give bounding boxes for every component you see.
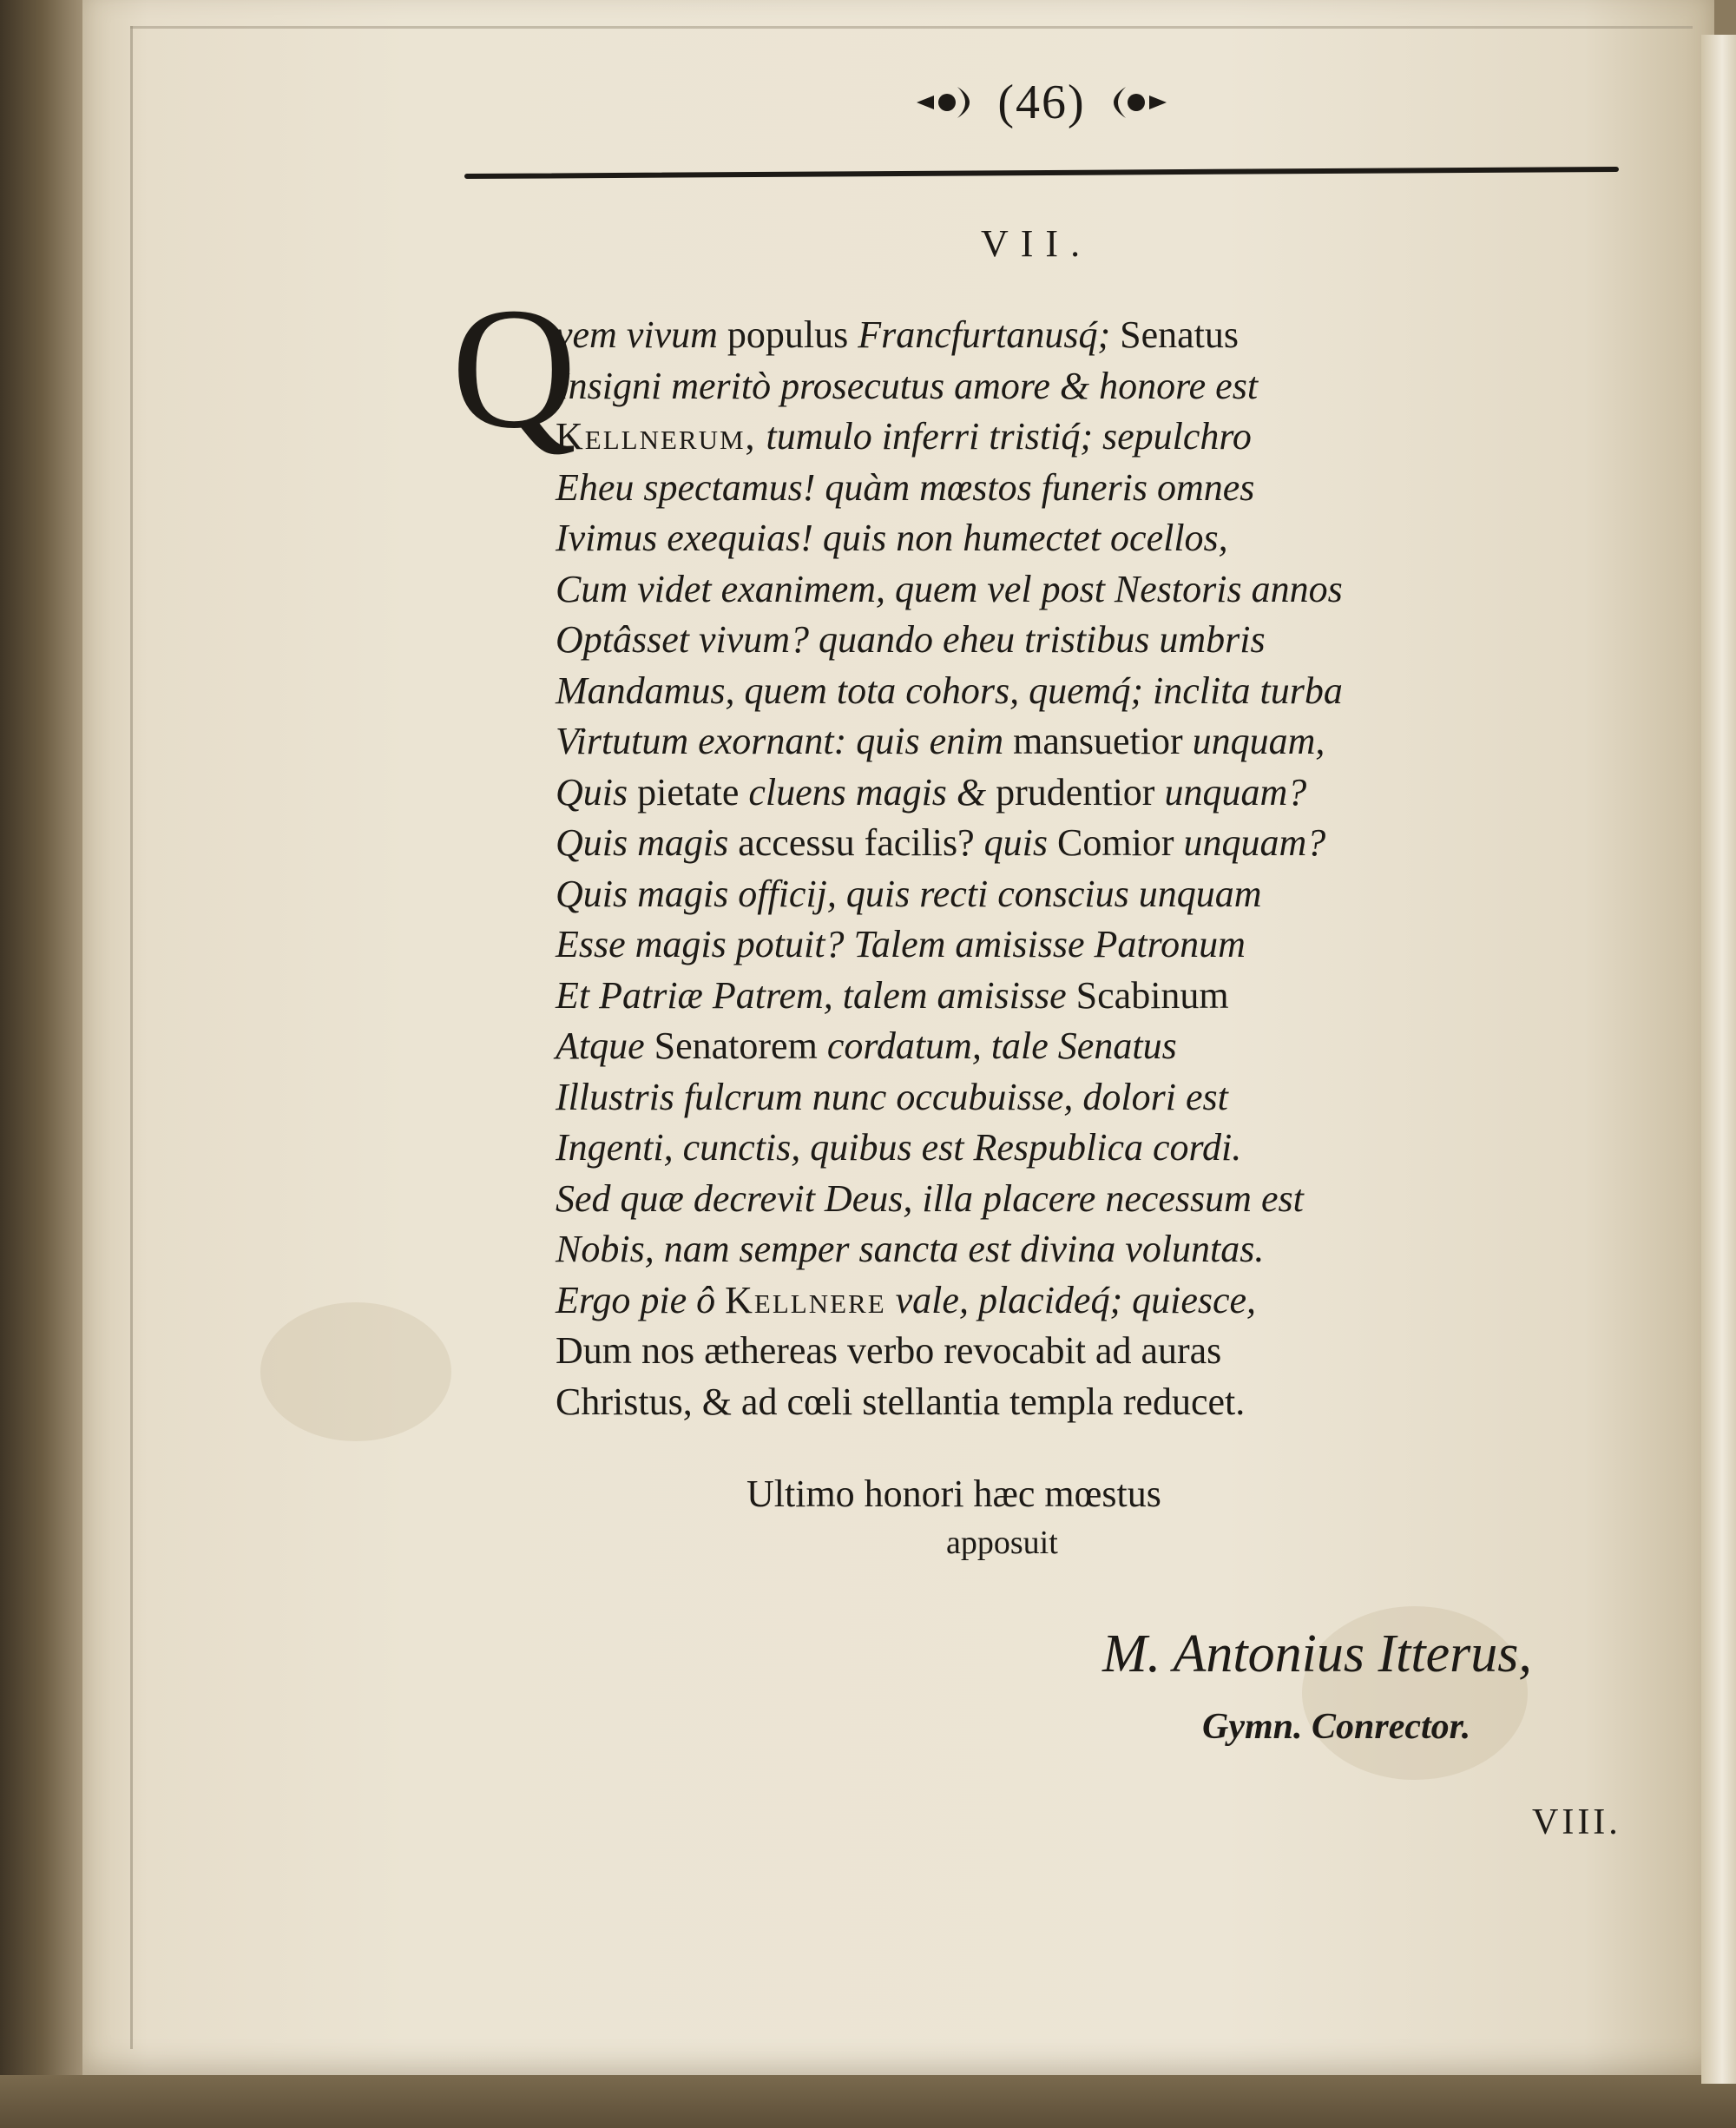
poem-line-segment: Ivimus exequias! quis non humectet ocellos,	[556, 517, 1228, 559]
poem-line	[556, 768, 1306, 817]
next-section-heading: VIII.	[1532, 1802, 1621, 1842]
poem-line	[556, 1022, 1177, 1071]
author-role: Gymn. Conrector.	[1202, 1707, 1471, 1747]
next-page-edge	[1701, 35, 1736, 2084]
poem-line	[556, 514, 1228, 563]
poem-line	[556, 1123, 1241, 1172]
poem-line-segment: vale, placideq́; quiesce,	[885, 1278, 1257, 1321]
poem-line	[556, 870, 1262, 919]
poem-line	[556, 717, 1325, 766]
poem-line-segment: Kellnerum,	[556, 415, 757, 458]
poem-line-segment: vem vivum	[556, 313, 718, 356]
poem-line	[556, 1175, 1304, 1223]
page-border-top	[130, 26, 1693, 29]
page-bottom-edge	[0, 2075, 1736, 2128]
poem-line-segment: populus	[717, 313, 858, 356]
poem-line-segment: Ingenti, cunctis, quibus est Respublica cordi.	[556, 1126, 1242, 1169]
poem-line	[556, 1327, 1221, 1375]
foxing-stain	[260, 1302, 451, 1441]
poem-line-segment: mansuetior	[1013, 720, 1183, 762]
poem-line	[556, 1378, 1245, 1426]
poem-line	[556, 972, 1229, 1020]
poem-line-segment: Ergo pie ô	[556, 1278, 726, 1321]
poem-line	[556, 1276, 1256, 1325]
poem-line-segment: cluens magis &	[748, 770, 996, 814]
poem-line-segment: Kellnere	[725, 1278, 886, 1321]
poem-line-segment: Virtutum exornant: quis enim	[556, 720, 1014, 762]
poem-line-segment: Eheu spectamus! quàm mœstos funeris omnes	[556, 465, 1255, 509]
author-signature: M. Antonius Itterus,	[1102, 1624, 1532, 1683]
poem-line	[556, 667, 1343, 715]
closing-dedication: Ultimo honori hæc mœstus	[746, 1472, 1161, 1515]
poem-line-segment: Francfurtanusq́;	[858, 313, 1111, 356]
poem-line-segment: Dum nos æthereas verbo revocabit ad auras	[556, 1329, 1222, 1372]
poem-line-segment: Cum videt exanimem, quem vel post Nestoris annos	[556, 567, 1343, 610]
poem-line	[556, 565, 1343, 614]
poem-line-segment: Et Patriæ Patrem, talem amisisse	[556, 973, 1076, 1017]
poem-line	[556, 412, 1252, 461]
poem-line	[556, 920, 1246, 969]
poem-line	[556, 362, 1258, 411]
poem-line-segment: tumulo inferri tristiq́; sepulchro	[756, 415, 1252, 458]
poem-line-segment: Insigni meritò prosecutus amore & honore est	[556, 364, 1259, 407]
closing-apposuit: apposuit	[946, 1525, 1058, 1561]
poem-line	[556, 819, 1325, 867]
poem-line-segment: Illustris fulcrum nunc occubuisse, dolori est	[556, 1075, 1228, 1118]
poem-line-segment: Mandamus, quem tota cohors, quemq́; inclita turba	[556, 669, 1343, 712]
poem-line-segment: cordatum, tale Senatus	[817, 1024, 1177, 1067]
poem-line-segment: accessu facilis?	[738, 821, 975, 864]
section-title: VII.	[981, 222, 1093, 265]
poem-line	[556, 616, 1266, 664]
poem-line	[556, 464, 1254, 512]
drop-capital: Q	[451, 273, 577, 464]
poem-line-segment: Comior	[1057, 821, 1174, 864]
poem-line-segment: Quis magis officij, quis recti conscius unquam	[556, 872, 1262, 915]
poem-line	[556, 1225, 1264, 1274]
poem-line-segment: Quis magis	[556, 821, 739, 864]
fleuron-left-icon	[912, 76, 990, 128]
poem-line-segment: prudentior	[996, 770, 1155, 814]
poem-line	[556, 311, 1239, 359]
poem-line	[556, 1073, 1228, 1122]
page-header	[903, 68, 1180, 137]
poem-line-segment: unquam?	[1154, 770, 1307, 814]
poem-line-segment: Senatorem	[654, 1024, 818, 1067]
poem-line-segment: Sed quæ decrevit Deus, illa placere necessum est	[556, 1176, 1304, 1220]
poem-line-segment: Esse magis potuit? Talem amisisse Patronum	[556, 923, 1246, 965]
poem-line-segment: Scabinum	[1075, 973, 1229, 1017]
poem-line-segment: Atque	[556, 1024, 654, 1067]
page-border-left	[130, 26, 133, 2049]
poem-line-segment: unquam?	[1174, 821, 1326, 864]
poem-line-segment: pietate	[628, 770, 749, 814]
poem-line-segment: Optâsset vivum? quando eheu tristibus umbris	[556, 618, 1266, 661]
poem-line-segment: Quis	[556, 770, 628, 814]
poem-line-segment: unquam,	[1182, 720, 1325, 762]
poem-line-segment: Senatus	[1110, 313, 1240, 356]
poem-line-segment: Christus, & ad cœli stellantia templa reducet.	[556, 1380, 1246, 1423]
poem-line-segment: Nobis, nam semper sancta est divina voluntas.	[556, 1228, 1265, 1270]
page-number: (46)	[997, 76, 1086, 129]
fleuron-right-icon	[1093, 76, 1171, 128]
poem-line-segment: quis	[974, 821, 1058, 864]
